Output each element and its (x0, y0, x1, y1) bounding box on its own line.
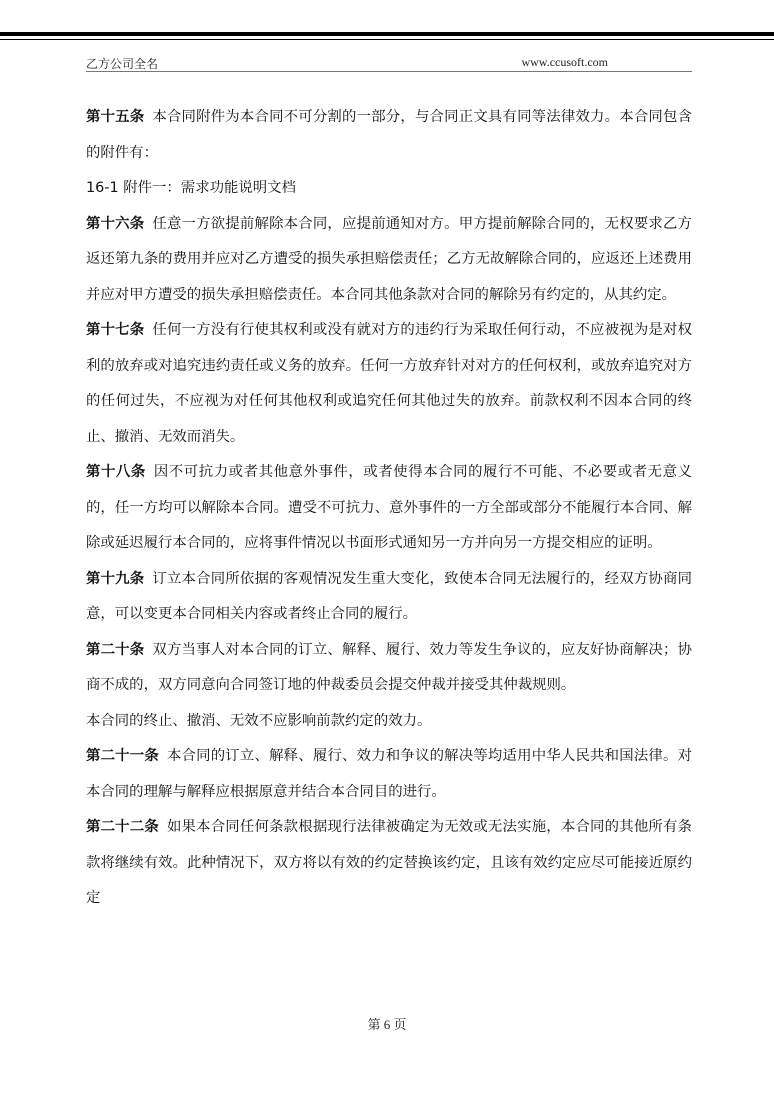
article-text: 本合同的订立、解释、履行、效力和争议的解决等均适用中华人民共和国法律。对本合同的理解与解释应根据原意并结合本合同目的进行。 (86, 748, 692, 800)
article-paragraph (86, 455, 692, 562)
header-rule-thick (0, 32, 774, 36)
article-text: 任意一方欲提前解除本合同，应提前通知对方。甲方提前解除合同的，无权要求乙方返还第九条的费用并应对乙方遭受的损失承担赔偿责任；乙方无故解除合同的，应返还上述费用并应对甲方遭受的损失承担赔偿责任。本合同其他条款对合同的解除另有约定的，从其约定。 (86, 215, 692, 303)
article-paragraph (86, 100, 692, 171)
article-title: 第十八条 (86, 464, 146, 480)
article-text: 本合同的终止、撤消、无效不应影响前款约定的效力。 (86, 712, 432, 729)
article-paragraph (86, 562, 692, 633)
page-number: 第 6 页 (367, 1017, 407, 1032)
article-text: 订立本合同所依据的客观情况发生重大变化，致使本合同无法履行的，经双方协商同意，可以变更本合同相关内容或者终止合同的履行。 (86, 570, 692, 622)
contract-body (86, 100, 692, 917)
header-company-name: 乙方公司全名 (86, 57, 159, 71)
article-title: 第十五条 (86, 109, 145, 125)
article-text: 16-1 附件一：需求功能说明文档 (86, 180, 296, 196)
article-text: 本合同附件为本合同不可分割的一部分，与合同正文具有同等法律效力。本合同包含的附件有： (86, 109, 692, 161)
article-title: 第二十二条 (86, 819, 159, 835)
header-website: www.ccusoft.com (521, 55, 608, 69)
article-title: 第二十条 (86, 641, 145, 658)
article-text: 任何一方没有行使其权利或没有就对方的违约行为采取任何行动，不应被视为是对权利的放弃或对追究违约责任或义务的放弃。任何一方放弃针对对方的任何权利，或放弃追究对方的任何过失，不应视为对任何其他权利或追究任何其他过失的放弃。前款权利不因本合同的终止、撤消、无效而消失。 (86, 322, 692, 445)
article-paragraph (86, 810, 692, 917)
article-text: 如果本合同任何条款根据现行法律被确定为无效或无法实施，本合同的其他所有条款将继续有效。此种情况下，双方将以有效的约定替换该约定，且该有效约定应尽可能接近原约定 (86, 819, 692, 906)
header-rule-thin (0, 39, 774, 40)
article-paragraph (86, 171, 692, 207)
article-paragraph (86, 739, 692, 810)
article-text: 双方当事人对本合同的订立、解释、履行、效力等发生争议的，应友好协商解决；协商不成的，双方同意向合同签订地的仲裁委员会提交仲裁并接受其仲裁规则。 (86, 641, 692, 693)
header-underline (86, 71, 692, 72)
article-title: 第十九条 (86, 570, 145, 587)
article-paragraph (86, 207, 692, 314)
article-title: 第二十一条 (86, 748, 159, 764)
article-paragraph (86, 633, 692, 704)
article-title: 第十六条 (86, 215, 145, 232)
article-title: 第十七条 (86, 322, 145, 338)
article-paragraph (86, 704, 692, 740)
article-paragraph (86, 313, 692, 455)
article-text: 因不可抗力或者其他意外事件，或者使得本合同的履行不可能、不必要或者无意义的，任一方均可以解除本合同。遭受不可抗力、意外事件的一方全部或部分不能履行本合同、解除或延迟履行本合同的，应将事件情况以书面形式通知另一方并向另一方提交相应的证明。 (86, 464, 692, 551)
